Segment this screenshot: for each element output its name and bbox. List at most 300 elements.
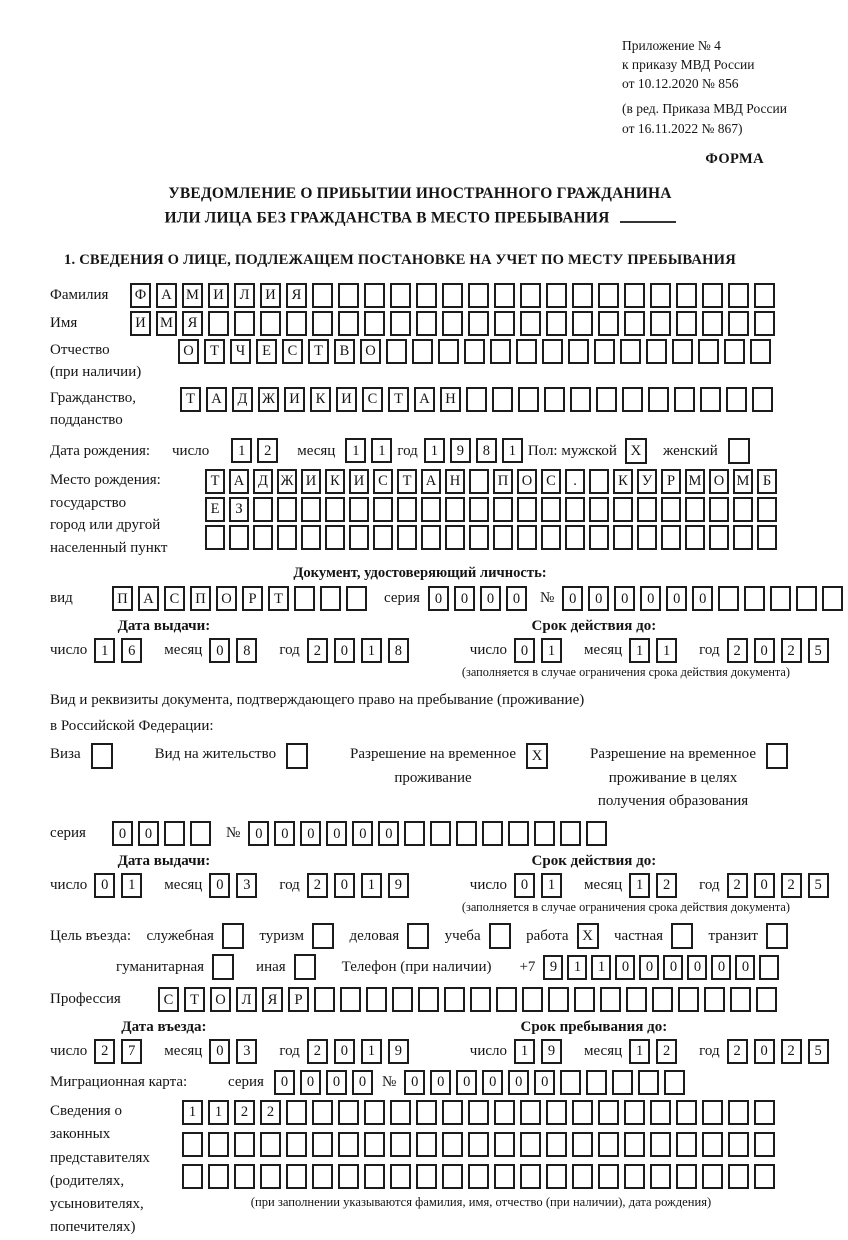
- form-cell[interactable]: 0: [300, 821, 321, 846]
- form-cell[interactable]: 1: [629, 873, 650, 898]
- form-cell[interactable]: 1: [424, 438, 445, 463]
- form-cell[interactable]: [312, 283, 333, 308]
- form-cell[interactable]: [676, 1164, 697, 1189]
- form-cell[interactable]: [286, 1164, 307, 1189]
- form-cell[interactable]: 2: [727, 1039, 748, 1064]
- form-cell[interactable]: 0: [735, 955, 755, 980]
- form-cell[interactable]: [702, 1132, 723, 1157]
- form-cell[interactable]: [390, 311, 411, 336]
- purpose-business-checkbox[interactable]: [407, 923, 429, 949]
- form-cell[interactable]: [494, 1164, 515, 1189]
- form-cell[interactable]: [733, 525, 753, 550]
- form-cell[interactable]: [390, 1132, 411, 1157]
- form-cell[interactable]: [182, 1164, 203, 1189]
- form-cell[interactable]: 1: [502, 438, 523, 463]
- form-cell[interactable]: 0: [711, 955, 731, 980]
- form-cell[interactable]: 2: [781, 638, 802, 663]
- form-cell[interactable]: [589, 525, 609, 550]
- form-cell[interactable]: Т: [204, 339, 225, 364]
- form-cell[interactable]: О: [517, 469, 537, 494]
- form-cell[interactable]: [364, 311, 385, 336]
- form-cell[interactable]: [508, 821, 529, 846]
- form-cell[interactable]: А: [206, 387, 227, 412]
- form-cell[interactable]: Д: [253, 469, 273, 494]
- form-cell[interactable]: 0: [274, 1070, 295, 1095]
- form-cell[interactable]: 0: [430, 1070, 451, 1095]
- form-cell[interactable]: [520, 283, 541, 308]
- form-cell[interactable]: [520, 1164, 541, 1189]
- form-cell[interactable]: Т: [184, 987, 205, 1012]
- form-cell[interactable]: 1: [182, 1100, 203, 1125]
- form-cell[interactable]: 0: [428, 586, 449, 611]
- form-cell[interactable]: С: [164, 586, 185, 611]
- temp-permit-edu-checkbox[interactable]: [766, 743, 788, 769]
- form-cell[interactable]: [164, 821, 185, 846]
- form-cell[interactable]: 0: [334, 1039, 355, 1064]
- form-cell[interactable]: [397, 525, 417, 550]
- form-cell[interactable]: 1: [361, 638, 382, 663]
- form-cell[interactable]: 0: [562, 586, 583, 611]
- form-cell[interactable]: 2: [307, 1039, 328, 1064]
- form-cell[interactable]: [294, 586, 315, 611]
- form-cell[interactable]: 0: [754, 638, 775, 663]
- form-cell[interactable]: 0: [754, 873, 775, 898]
- form-cell[interactable]: Я: [182, 311, 203, 336]
- form-cell[interactable]: 0: [456, 1070, 477, 1095]
- form-cell[interactable]: [676, 1132, 697, 1157]
- form-cell[interactable]: .: [565, 469, 585, 494]
- form-cell[interactable]: [320, 586, 341, 611]
- form-cell[interactable]: [600, 987, 621, 1012]
- form-cell[interactable]: [728, 1164, 749, 1189]
- form-cell[interactable]: [482, 821, 503, 846]
- form-cell[interactable]: [724, 339, 745, 364]
- form-cell[interactable]: [546, 1164, 567, 1189]
- form-cell[interactable]: [546, 1132, 567, 1157]
- form-cell[interactable]: М: [156, 311, 177, 336]
- form-cell[interactable]: И: [349, 469, 369, 494]
- form-cell[interactable]: [314, 987, 335, 1012]
- form-cell[interactable]: 1: [345, 438, 366, 463]
- form-cell[interactable]: А: [156, 283, 177, 308]
- form-cell[interactable]: [754, 1100, 775, 1125]
- form-cell[interactable]: [546, 283, 567, 308]
- form-cell[interactable]: [234, 311, 255, 336]
- form-cell[interactable]: [390, 1164, 411, 1189]
- form-cell[interactable]: И: [130, 311, 151, 336]
- form-cell[interactable]: [624, 1100, 645, 1125]
- form-cell[interactable]: [624, 311, 645, 336]
- form-cell[interactable]: Н: [440, 387, 461, 412]
- form-cell[interactable]: [229, 525, 249, 550]
- form-cell[interactable]: [286, 311, 307, 336]
- form-cell[interactable]: [702, 311, 723, 336]
- form-cell[interactable]: 1: [514, 1039, 535, 1064]
- form-cell[interactable]: [596, 387, 617, 412]
- form-cell[interactable]: 1: [121, 873, 142, 898]
- form-cell[interactable]: [421, 497, 441, 522]
- form-cell[interactable]: [182, 1132, 203, 1157]
- form-cell[interactable]: [468, 1100, 489, 1125]
- form-cell[interactable]: [442, 311, 463, 336]
- form-cell[interactable]: 0: [692, 586, 713, 611]
- form-cell[interactable]: 2: [234, 1100, 255, 1125]
- form-cell[interactable]: [650, 311, 671, 336]
- form-cell[interactable]: 0: [687, 955, 707, 980]
- form-cell[interactable]: [301, 525, 321, 550]
- form-cell[interactable]: [730, 987, 751, 1012]
- form-cell[interactable]: [373, 497, 393, 522]
- form-cell[interactable]: [421, 525, 441, 550]
- form-cell[interactable]: Л: [234, 283, 255, 308]
- form-cell[interactable]: [698, 339, 719, 364]
- form-cell[interactable]: [646, 339, 667, 364]
- form-cell[interactable]: [612, 1070, 633, 1095]
- form-cell[interactable]: Е: [256, 339, 277, 364]
- form-cell[interactable]: М: [182, 283, 203, 308]
- visa-checkbox[interactable]: [91, 743, 113, 769]
- form-cell[interactable]: Ф: [130, 283, 151, 308]
- form-cell[interactable]: 0: [112, 821, 133, 846]
- form-cell[interactable]: [548, 987, 569, 1012]
- form-cell[interactable]: [208, 1164, 229, 1189]
- form-cell[interactable]: [364, 283, 385, 308]
- form-cell[interactable]: [672, 339, 693, 364]
- form-cell[interactable]: [586, 1070, 607, 1095]
- form-cell[interactable]: [397, 497, 417, 522]
- form-cell[interactable]: А: [229, 469, 249, 494]
- form-cell[interactable]: [364, 1100, 385, 1125]
- form-cell[interactable]: 0: [334, 638, 355, 663]
- form-cell[interactable]: 2: [260, 1100, 281, 1125]
- form-cell[interactable]: [468, 311, 489, 336]
- form-cell[interactable]: 0: [508, 1070, 529, 1095]
- form-cell[interactable]: [416, 1132, 437, 1157]
- form-cell[interactable]: [496, 987, 517, 1012]
- form-cell[interactable]: [568, 339, 589, 364]
- form-cell[interactable]: [728, 311, 749, 336]
- form-cell[interactable]: [493, 497, 513, 522]
- form-cell[interactable]: [234, 1132, 255, 1157]
- form-cell[interactable]: [520, 1132, 541, 1157]
- form-cell[interactable]: [464, 339, 485, 364]
- form-cell[interactable]: 2: [727, 873, 748, 898]
- form-cell[interactable]: [349, 525, 369, 550]
- form-cell[interactable]: 9: [388, 1039, 409, 1064]
- form-cell[interactable]: 2: [307, 638, 328, 663]
- form-cell[interactable]: [650, 283, 671, 308]
- form-cell[interactable]: А: [138, 586, 159, 611]
- form-cell[interactable]: [822, 586, 843, 611]
- form-cell[interactable]: [702, 283, 723, 308]
- form-cell[interactable]: [205, 525, 225, 550]
- form-cell[interactable]: 2: [656, 873, 677, 898]
- form-cell[interactable]: 9: [543, 955, 563, 980]
- purpose-humanitarian-checkbox[interactable]: [212, 954, 234, 980]
- purpose-tourism-checkbox[interactable]: [312, 923, 334, 949]
- form-cell[interactable]: 3: [236, 1039, 257, 1064]
- form-cell[interactable]: [542, 339, 563, 364]
- form-cell[interactable]: [522, 987, 543, 1012]
- form-cell[interactable]: [469, 525, 489, 550]
- form-cell[interactable]: [613, 525, 633, 550]
- form-cell[interactable]: [586, 821, 607, 846]
- form-cell[interactable]: И: [284, 387, 305, 412]
- form-cell[interactable]: 6: [121, 638, 142, 663]
- form-cell[interactable]: 9: [450, 438, 471, 463]
- form-cell[interactable]: Я: [262, 987, 283, 1012]
- form-cell[interactable]: [759, 955, 779, 980]
- form-cell[interactable]: [208, 1132, 229, 1157]
- form-cell[interactable]: [253, 497, 273, 522]
- form-cell[interactable]: [650, 1164, 671, 1189]
- form-cell[interactable]: 0: [334, 873, 355, 898]
- form-cell[interactable]: [517, 525, 537, 550]
- form-cell[interactable]: 0: [639, 955, 659, 980]
- form-cell[interactable]: А: [421, 469, 441, 494]
- form-cell[interactable]: К: [325, 469, 345, 494]
- form-cell[interactable]: [661, 497, 681, 522]
- form-cell[interactable]: 0: [666, 586, 687, 611]
- form-cell[interactable]: [286, 1132, 307, 1157]
- form-cell[interactable]: [733, 497, 753, 522]
- form-cell[interactable]: [416, 1164, 437, 1189]
- form-cell[interactable]: [390, 283, 411, 308]
- form-cell[interactable]: [560, 1070, 581, 1095]
- form-cell[interactable]: С: [158, 987, 179, 1012]
- form-cell[interactable]: 1: [208, 1100, 229, 1125]
- form-cell[interactable]: [620, 339, 641, 364]
- form-cell[interactable]: [685, 497, 705, 522]
- form-cell[interactable]: [757, 497, 777, 522]
- form-cell[interactable]: [466, 387, 487, 412]
- form-cell[interactable]: [661, 525, 681, 550]
- form-cell[interactable]: [468, 283, 489, 308]
- form-cell[interactable]: 0: [274, 821, 295, 846]
- form-cell[interactable]: 0: [94, 873, 115, 898]
- form-cell[interactable]: [754, 311, 775, 336]
- form-cell[interactable]: Ч: [230, 339, 251, 364]
- title-blank-underline[interactable]: [620, 206, 676, 223]
- form-cell[interactable]: [756, 987, 777, 1012]
- form-cell[interactable]: [253, 525, 273, 550]
- form-cell[interactable]: [364, 1164, 385, 1189]
- form-cell[interactable]: [469, 497, 489, 522]
- form-cell[interactable]: [648, 387, 669, 412]
- form-cell[interactable]: [416, 283, 437, 308]
- form-cell[interactable]: [546, 311, 567, 336]
- form-cell[interactable]: 0: [209, 1039, 230, 1064]
- form-cell[interactable]: 8: [388, 638, 409, 663]
- form-cell[interactable]: [430, 821, 451, 846]
- form-cell[interactable]: [754, 1164, 775, 1189]
- form-cell[interactable]: [560, 821, 581, 846]
- form-cell[interactable]: [637, 525, 657, 550]
- form-cell[interactable]: [418, 987, 439, 1012]
- form-cell[interactable]: [444, 987, 465, 1012]
- form-cell[interactable]: [494, 1100, 515, 1125]
- form-cell[interactable]: 5: [808, 873, 829, 898]
- form-cell[interactable]: [546, 1100, 567, 1125]
- residence-permit-checkbox[interactable]: [286, 743, 308, 769]
- form-cell[interactable]: О: [178, 339, 199, 364]
- form-cell[interactable]: [386, 339, 407, 364]
- form-cell[interactable]: 0: [534, 1070, 555, 1095]
- form-cell[interactable]: 2: [94, 1039, 115, 1064]
- form-cell[interactable]: [728, 1100, 749, 1125]
- form-cell[interactable]: 2: [781, 1039, 802, 1064]
- form-cell[interactable]: [469, 469, 489, 494]
- form-cell[interactable]: 1: [656, 638, 677, 663]
- form-cell[interactable]: [598, 283, 619, 308]
- form-cell[interactable]: [718, 586, 739, 611]
- form-cell[interactable]: И: [301, 469, 321, 494]
- form-cell[interactable]: [493, 525, 513, 550]
- form-cell[interactable]: [442, 1164, 463, 1189]
- form-cell[interactable]: 0: [754, 1039, 775, 1064]
- form-cell[interactable]: [674, 387, 695, 412]
- form-cell[interactable]: [676, 1100, 697, 1125]
- purpose-study-checkbox[interactable]: [489, 923, 511, 949]
- form-cell[interactable]: [570, 387, 591, 412]
- form-cell[interactable]: 1: [541, 638, 562, 663]
- form-cell[interactable]: [277, 497, 297, 522]
- form-cell[interactable]: 0: [326, 1070, 347, 1095]
- form-cell[interactable]: [626, 987, 647, 1012]
- form-cell[interactable]: И: [336, 387, 357, 412]
- form-cell[interactable]: [598, 1100, 619, 1125]
- form-cell[interactable]: 2: [257, 438, 278, 463]
- form-cell[interactable]: [260, 1164, 281, 1189]
- form-cell[interactable]: Т: [388, 387, 409, 412]
- form-cell[interactable]: [338, 1100, 359, 1125]
- form-cell[interactable]: 1: [371, 438, 392, 463]
- form-cell[interactable]: 0: [663, 955, 683, 980]
- form-cell[interactable]: [565, 525, 585, 550]
- form-cell[interactable]: [416, 311, 437, 336]
- form-cell[interactable]: [520, 311, 541, 336]
- form-cell[interactable]: [518, 387, 539, 412]
- form-cell[interactable]: 0: [482, 1070, 503, 1095]
- form-cell[interactable]: [704, 987, 725, 1012]
- form-cell[interactable]: 3: [236, 873, 257, 898]
- form-cell[interactable]: [338, 1164, 359, 1189]
- form-cell[interactable]: У: [637, 469, 657, 494]
- form-cell[interactable]: [572, 1132, 593, 1157]
- form-cell[interactable]: [676, 311, 697, 336]
- form-cell[interactable]: [796, 586, 817, 611]
- form-cell[interactable]: 0: [352, 821, 373, 846]
- form-cell[interactable]: И: [208, 283, 229, 308]
- form-cell[interactable]: К: [613, 469, 633, 494]
- form-cell[interactable]: [685, 525, 705, 550]
- form-cell[interactable]: [260, 311, 281, 336]
- form-cell[interactable]: [726, 387, 747, 412]
- form-cell[interactable]: [598, 311, 619, 336]
- form-cell[interactable]: [589, 497, 609, 522]
- form-cell[interactable]: О: [210, 987, 231, 1012]
- form-cell[interactable]: [541, 525, 561, 550]
- form-cell[interactable]: 7: [121, 1039, 142, 1064]
- form-cell[interactable]: 5: [808, 1039, 829, 1064]
- form-cell[interactable]: 8: [236, 638, 257, 663]
- form-cell[interactable]: [678, 987, 699, 1012]
- form-cell[interactable]: 9: [388, 873, 409, 898]
- form-cell[interactable]: [366, 987, 387, 1012]
- form-cell[interactable]: [624, 283, 645, 308]
- form-cell[interactable]: 1: [541, 873, 562, 898]
- form-cell[interactable]: 0: [615, 955, 635, 980]
- form-cell[interactable]: Ж: [277, 469, 297, 494]
- form-cell[interactable]: [312, 1100, 333, 1125]
- form-cell[interactable]: П: [112, 586, 133, 611]
- form-cell[interactable]: [637, 497, 657, 522]
- form-cell[interactable]: З: [229, 497, 249, 522]
- form-cell[interactable]: С: [541, 469, 561, 494]
- form-cell[interactable]: 1: [567, 955, 587, 980]
- form-cell[interactable]: [470, 987, 491, 1012]
- form-cell[interactable]: Р: [288, 987, 309, 1012]
- form-cell[interactable]: [456, 821, 477, 846]
- form-cell[interactable]: [702, 1100, 723, 1125]
- purpose-work-checkbox[interactable]: X: [577, 923, 599, 949]
- form-cell[interactable]: [572, 1164, 593, 1189]
- form-cell[interactable]: [650, 1132, 671, 1157]
- form-cell[interactable]: [312, 1132, 333, 1157]
- form-cell[interactable]: С: [282, 339, 303, 364]
- form-cell[interactable]: [325, 525, 345, 550]
- form-cell[interactable]: [622, 387, 643, 412]
- form-cell[interactable]: 0: [248, 821, 269, 846]
- form-cell[interactable]: 0: [138, 821, 159, 846]
- form-cell[interactable]: [574, 987, 595, 1012]
- form-cell[interactable]: [624, 1132, 645, 1157]
- form-cell[interactable]: М: [733, 469, 753, 494]
- form-cell[interactable]: [750, 339, 771, 364]
- form-cell[interactable]: [349, 497, 369, 522]
- form-cell[interactable]: [494, 1132, 515, 1157]
- form-cell[interactable]: [260, 1132, 281, 1157]
- form-cell[interactable]: [390, 1100, 411, 1125]
- form-cell[interactable]: [340, 987, 361, 1012]
- form-cell[interactable]: 1: [231, 438, 252, 463]
- purpose-transit-checkbox[interactable]: [766, 923, 788, 949]
- form-cell[interactable]: Т: [308, 339, 329, 364]
- form-cell[interactable]: [404, 821, 425, 846]
- form-cell[interactable]: 9: [541, 1039, 562, 1064]
- form-cell[interactable]: [594, 339, 615, 364]
- form-cell[interactable]: [338, 1132, 359, 1157]
- form-cell[interactable]: [338, 283, 359, 308]
- form-cell[interactable]: 0: [209, 873, 230, 898]
- form-cell[interactable]: [312, 311, 333, 336]
- form-cell[interactable]: [364, 1132, 385, 1157]
- form-cell[interactable]: [442, 1132, 463, 1157]
- form-cell[interactable]: [373, 525, 393, 550]
- form-cell[interactable]: [438, 339, 459, 364]
- form-cell[interactable]: К: [310, 387, 331, 412]
- form-cell[interactable]: [286, 1100, 307, 1125]
- form-cell[interactable]: [728, 283, 749, 308]
- form-cell[interactable]: 1: [591, 955, 611, 980]
- form-cell[interactable]: Т: [268, 586, 289, 611]
- form-cell[interactable]: 0: [514, 638, 535, 663]
- form-cell[interactable]: Р: [661, 469, 681, 494]
- form-cell[interactable]: 0: [209, 638, 230, 663]
- form-cell[interactable]: 1: [361, 1039, 382, 1064]
- form-cell[interactable]: [676, 283, 697, 308]
- form-cell[interactable]: [754, 283, 775, 308]
